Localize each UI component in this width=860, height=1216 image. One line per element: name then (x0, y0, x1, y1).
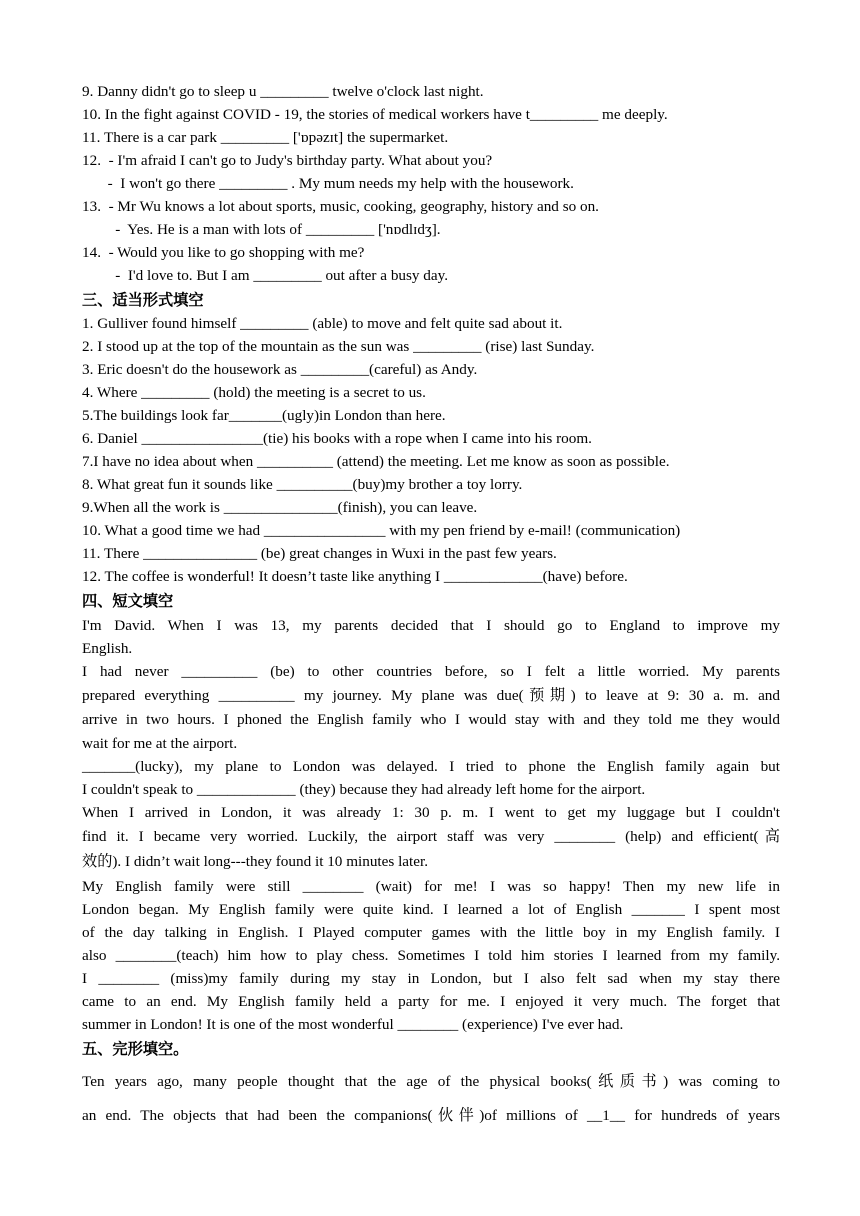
section-4-heading: 四、短文填空 (82, 592, 174, 610)
s3-item-2: 2. I stood up at the top of the mountain as the sun was _________ (rise) last Sunday. (82, 338, 595, 355)
s4-line-12: My English family were still ________ (wait) for me! I was so happy! Then my new life in (82, 878, 780, 895)
s3-item-1: 1. Gulliver found himself _________ (able) to move and felt quite sad about it. (82, 315, 563, 332)
s3-item-8: 8. What great fun it sounds like __________(buy)my brother a toy lorry. (82, 476, 523, 493)
s4-line-7: _______(lucky), my plane to London was delayed. I tried to phone the English family again but (82, 758, 780, 775)
s4-line-17: came to an end. My English family held a party for me. I enjoyed it very much. The forget that (82, 993, 780, 1010)
s4-line-16: I ________ (miss)my family during my stay in London, but I also felt sad when my stay there (82, 970, 780, 987)
question-10: 10. In the fight against COVID - 19, the stories of medical workers have t_________ me deeply. (82, 106, 668, 123)
s4-line-18: summer in London! It is one of the most wonderful ________ (experience) I've ever had. (82, 1016, 624, 1033)
question-12-answer: - I won't go there _________ . My mum needs my help with the housework. (100, 175, 574, 192)
s3-item-12: 12. The coffee is wonderful! It doesn’t taste like anything I _____________(have) before. (82, 568, 628, 585)
question-14: 14. - Would you like to go shopping with me? (82, 244, 365, 261)
s5-line-1: Ten years ago, many people thought that the age of the physical books(纸质书) was coming to (82, 1073, 780, 1090)
s4-line-15: also ________(teach) him how to play chess. Sometimes I told him stories I learned from my family. (82, 947, 780, 964)
s3-item-4: 4. Where _________ (hold) the meeting is a secret to us. (82, 384, 426, 401)
s3-item-10: 10. What a good time we had ________________ with my pen friend by e-mail! (communication) (82, 522, 681, 539)
s4-line-13: London began. My English family were quite kind. I learned a lot of English _______ I spent most (82, 901, 780, 918)
s4-line-11: 效的). I didn’t wait long---they found it 10 minutes later. (82, 853, 429, 870)
s4-line-5: arrive in two hours. I phoned the English family who I would stay with and they told me they would (82, 711, 780, 728)
question-13: 13. - Mr Wu knows a lot about sports, music, cooking, geography, history and so on. (82, 198, 599, 215)
s4-line-6: wait for me at the airport. (82, 735, 238, 752)
s3-item-7: 7.I have no idea about when __________ (attend) the meeting. Let me know as soon as possible. (82, 453, 670, 470)
question-13-answer: - Yes. He is a man with lots of _________ ['nɒdlɪdʒ]. (100, 221, 441, 238)
s3-item-9: 9.When all the work is _______________(finish), you can leave. (82, 499, 478, 516)
s4-line-8: I couldn't speak to _____________ (they) because they had already left home for the airport. (82, 781, 646, 798)
s4-line-3: I had never __________ (be) to other countries before, so I felt a little worried. My parents (82, 663, 780, 680)
s4-line-4: prepared everything __________ my journey. My plane was due(预期) to leave at 9: 30 a. m. and (82, 687, 780, 704)
s3-item-6: 6. Daniel ________________(tie) his books with a rope when I came into his room. (82, 430, 592, 447)
s4-line-1: I'm David. When I was 13, my parents decided that I should go to England to improve my (82, 617, 780, 634)
s4-line-9: When I arrived in London, it was already 1: 30 p. m. I went to get my luggage but I couldn't (82, 804, 780, 821)
question-14-answer: - I'd love to. But I am _________ out after a busy day. (100, 267, 449, 284)
s4-line-10: find it. I became very worried. Luckily, the airport staff was very ________ (help) and efficient(高 (82, 828, 780, 845)
s3-item-5: 5.The buildings look far_______(ugly)in London than here. (82, 407, 446, 424)
section-5-heading: 五、完形填空。 (82, 1040, 189, 1058)
question-9: 9. Danny didn't go to sleep u _________ twelve o'clock last night. (82, 83, 484, 100)
s5-line-2: an end. The objects that had been the companions(伙伴)of millions of __1__ for hundreds of years (82, 1107, 780, 1124)
s4-line-2: English. (82, 640, 133, 657)
question-11: 11. There is a car park _________ ['ɒpəzɪt] the supermarket. (82, 129, 449, 146)
section-3-heading: 三、适当形式填空 (82, 291, 204, 309)
s3-item-11: 11. There _______________ (be) great changes in Wuxi in the past few years. (82, 545, 557, 562)
s4-line-14: of the day talking in English. I Played computer games with the little boy in my English family. I (82, 924, 780, 941)
s3-item-3: 3. Eric doesn't do the housework as _________(careful) as Andy. (82, 361, 478, 378)
question-12: 12. - I'm afraid I can't go to Judy's birthday party. What about you? (82, 152, 493, 169)
